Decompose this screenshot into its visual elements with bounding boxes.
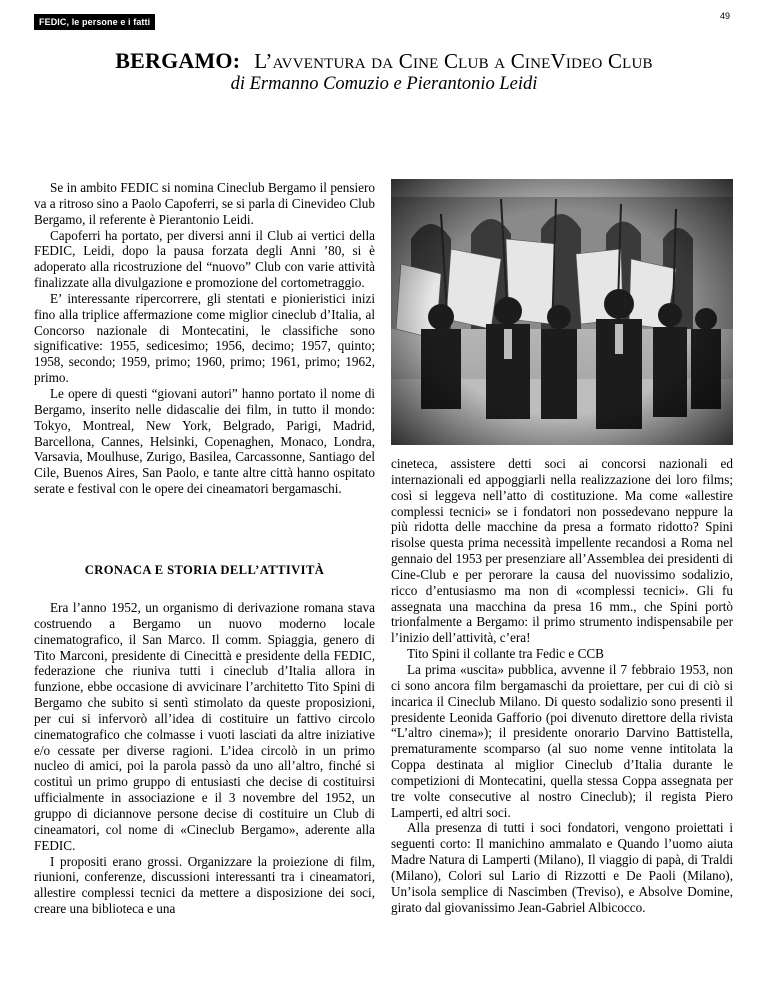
article-title [0,48,768,74]
intro-paragraph-1: Se in ambito FEDIC si nomina Cineclub Bergamo il pensiero va a ritroso sino a Paolo Capoferri, se si parla di Cinevideo Club Bergamo, il referente è Pierantonio Leidi. [34,180,375,227]
intro-paragraph-4: Le opere di questi “giovani autori” hanno portato il nome di Bergamo, inserito nelle didascalie dei film, in tutto il mondo: Tokyo, Montreal, New York, Belgrado, Parigi, Madrid, Barcellona, Cannes, Helsinki, Copenaghen, Monaco, Londra, Varsavia, Moulhuse, Zurigo, Basilea, Carcassonne, Santiago del Cile, Buenos Aires, San Paolo, e tante altre città hanno ospitato serate e festival con le opere dei cineamatori bergamaschi. [34,385,375,497]
section-heading: CRONACA E STORIA DELL’ATTIVITÀ [84,563,325,577]
byline: di Ermanno Comuzio e Pierantonio Leidi [230,74,538,94]
right-paragraph-2: Tito Spini il collante tra Fedic e CCB [407,646,604,662]
right-paragraph-3: La prima «uscita» pubblica, avvenne il 7 febbraio 1953, non ci sono ancora film bergamaschi da proiettare, per cui di ciò si incarica il Cineclub Milano. Di questo sodalizio sono presenti il presidente Leonida Gafforio (poi divenuto direttore della rivista “L’altro cinema»); il presidente onorario Darvino Battistella, prematuramente scomparso (al suo nome venne intitolata la Coppa destinata al miglior Cineclub d’Italia durante le competizioni di Montecatini, quella stessa Coppa assegnata per tre volte consecutive al nostro Cineclub); il regista Piero Lamperti, ed altri soci. [391,661,733,820]
right-paragraph-1: cineteca, assistere detti soci ai concorsi nazionali ed internazionali ed appoggiarli nella realizzazione dei loro films; così si leggeva nell’atto di costituzione. Ma come «allestire complessi tecnici» se i fondatori non possedevano neppure la più ridotta delle macchine da presa a formato ridotto? Spini risolse questa prima necessità impellente recandosi a Roma nel gennaio del 1953 per presenziare all’Assemblea dei presidenti di Cine-Club e per perorare la causa del nuovissimo sodalizio, ricco d’entusiasmo ma non di «complessi tecnici». Gli fu assegnata una macchina da presa 16 mm., che Spini portò trionfalmente a Bergamo: il primo strumento indispensabile per l’inizio dell’attività, c’era! [391,456,733,646]
history-paragraph-2: I propositi erano grossi. Organizzare la proiezione di film, riunioni, conferenze, discussioni interessanti tra i cineamatori, allestire complessi tecnici da mettere a disposizione dei soci, creare una biblioteca e una [34,853,375,917]
title-sub: L’avventura da Cine Club a CineVideo Club [254,49,653,73]
section-tag: FEDIC, le persone e i fatti [34,14,155,30]
intro-paragraph-3: E’ interessante ripercorrere, gli stentati e pionieristici inizi fino alla triplice affermazione come miglior cineclub d’Italia, al Concorso nazionale di Montecatini, le classifiche sono significative: 1955, sedicesimo; 1956, decimo; 1957, quinto; 1958, secondo; 1959, primo; 1960, primo; 1961, primo; 1962, primo. [34,290,375,386]
intro-column [34,180,375,497]
parade-photo-illustration [391,179,733,445]
intro-paragraph-2: Capoferri ha portato, per diversi anni il Club ai vertici della FEDIC, Leidi, dopo la pausa forzata degli Anni ’80, si è adoperato alla ricostruzione del “nuovo” Club con varie attività finalizzate alla divulgazione e promozione del cortometraggio. [34,227,375,291]
page-number: 49 [719,11,730,21]
title-main: BERGAMO: [115,48,241,73]
history-paragraph-1: Era l’anno 1952, un organismo di derivazione romana stava costruendo a Bergamo un nuovo moderno locale cinematografico, il San Marco. Il comm. Spiaggia, genero di Tito Marconi, presidente di Cinecittà e presidente della FEDIC, federazione che riuniva tutti i cineclub d’Italia allora in funzione, ebbe occasione di avvicinare l’architetto Tito Spini di Bergamo che subito si sentì stimolato da queste proposizioni, per cui si infervorò all’idea di costituire un fattivo circolo cinematografico che colmasse i vuoti lasciati da altre iniziative e/o cessate per diverse ragioni. L’idea circolò in un primo nucleo di amici, poi la parola passò da uno all’altro, finché si costituì un primo gruppo di entusiasti che decise di costituirsi ufficialmente in associazione e il 3 novembre del 1952, un gruppo di diciannove persone decise di costituire un Club di cineamatori, col nome di «Cineclub Bergamo», aderente alla FEDIC. [34,600,375,853]
history-column [34,600,375,917]
right-paragraph-4: Alla presenza di tutti i soci fondatori, vengono proiettati i seguenti corto: Il manichino ammalato e Quando l’uomo aiuta Madre Natura di Lamperti (Milano), Il viaggio di papà, di Traldi (Milano), Colori sul Lario di Rizzotti e De Paoli (Milano), Un’isola semplice di Nascimben (Treviso), e Absolve Domine, girato dal giovanissimo Jean-Gabriel Albicocco. [391,820,733,915]
historical-photo [391,179,733,445]
right-column [391,456,733,915]
